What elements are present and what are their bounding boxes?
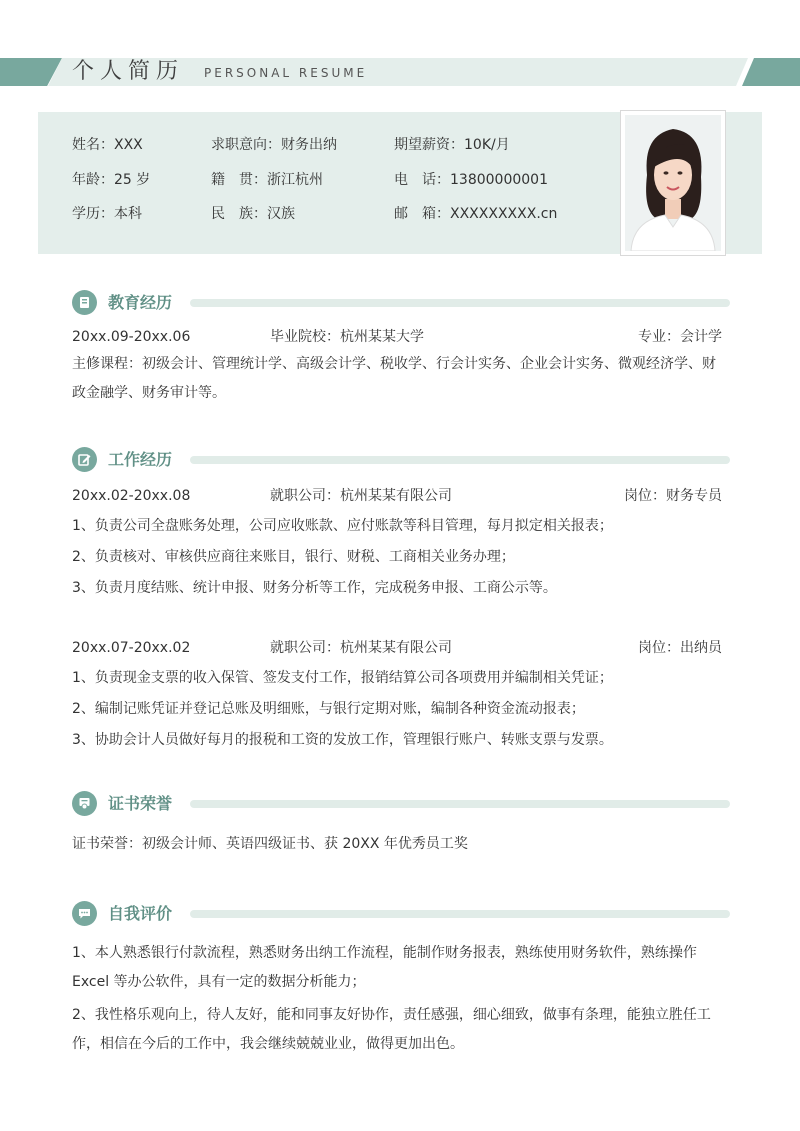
job-company: 就职公司：杭州某某有限公司 [270, 488, 452, 504]
info-hometown: 籍 贯：浙江杭州 [211, 172, 323, 188]
info-ethnicity: 民 族：汉族 [211, 206, 295, 222]
info-education: 学历：本科 [72, 206, 142, 222]
chat-icon [72, 901, 97, 926]
education-courses: 主修课程：初级会计、管理统计学、高级会计学、税收学、行会计实务、企业会计实务、微观经济学、财政金融学、财务审计等。 [72, 356, 716, 401]
section-divider-bar [190, 456, 730, 464]
profile-photo [620, 110, 726, 256]
work-title: 工作经历 [108, 450, 173, 469]
job-duty: 1、负责现金支票的收入保管、签发支付工作，报销结算公司各项费用并编制相关凭证； [72, 670, 613, 686]
info-target: 求职意向：财务出纳 [211, 137, 337, 153]
education-title: 教育经历 [108, 293, 173, 312]
self-eval-title: 自我评价 [108, 904, 173, 923]
job-position: 岗位：财务专员 [624, 488, 722, 504]
page-title: 个人简历 [72, 59, 185, 84]
job-company: 就职公司：杭州某某有限公司 [270, 640, 452, 656]
section-divider-bar [190, 910, 730, 918]
certificates-title: 证书荣誉 [108, 794, 173, 813]
education-school: 毕业院校：杭州某某大学 [270, 329, 424, 345]
education-period: 20xx.09-20xx.06 [72, 329, 191, 345]
page-subtitle: PERSONAL RESUME [204, 66, 368, 80]
header-right-accent [742, 58, 800, 86]
education-major: 专业：会计学 [638, 329, 722, 345]
section-divider-bar [190, 299, 730, 307]
self-eval-section-header [72, 901, 730, 927]
job-duty: 3、负责月度结账、统计申报、财务分析等工作，完成税务申报、工商公示等。 [72, 580, 557, 596]
book-icon [72, 290, 97, 315]
info-email: 邮 箱：XXXXXXXXX.cn [394, 206, 558, 222]
info-name: 姓名：XXX [72, 137, 143, 153]
info-phone: 电 话：13800000001 [394, 172, 548, 188]
work-section-header [72, 447, 730, 473]
section-divider-bar [190, 800, 730, 808]
self-eval-item: 1、本人熟悉银行付款流程，熟悉财务出纳工作流程，能制作财务报表，熟练使用财务软件，熟练操作 Excel 等办公软件，具有一定的数据分析能力； [72, 945, 697, 990]
education-section-header [72, 290, 730, 316]
self-eval-item: 2、我性格乐观向上，待人友好，能和同事友好协作，责任感强，细心细致，做事有条理，能独立胜任工作，相信在今后的工作中，我会继续兢兢业业，做得更加出色。 [72, 1007, 711, 1052]
certificates-text: 证书荣誉：初级会计师、英语四级证书、获 20XX 年优秀员工奖 [72, 836, 468, 852]
header-band [0, 58, 800, 86]
certificate-icon [72, 791, 97, 816]
job-position: 岗位：出纳员 [638, 640, 722, 656]
portrait-image [625, 115, 721, 251]
job-period: 20xx.02-20xx.08 [72, 488, 191, 504]
edit-icon [72, 447, 97, 472]
info-age: 年龄：25 岁 [72, 172, 151, 188]
job-duty: 3、协助会计人员做好每月的报税和工资的发放工作，管理银行账户、转账支票与发票。 [72, 732, 613, 748]
job-duty: 2、负责核对、审核供应商往来账目，银行、财税、工商相关业务办理； [72, 549, 515, 565]
job-duty: 1、负责公司全盘账务处理，公司应收账款、应付账款等科目管理，每月拟定相关报表； [72, 518, 613, 534]
job-period: 20xx.07-20xx.02 [72, 640, 191, 656]
info-salary: 期望薪资：10K/月 [394, 137, 510, 153]
job-duty: 2、编制记账凭证并登记总账及明细账，与银行定期对账，编制各种资金流动报表； [72, 701, 585, 717]
certificates-section-header [72, 791, 730, 817]
